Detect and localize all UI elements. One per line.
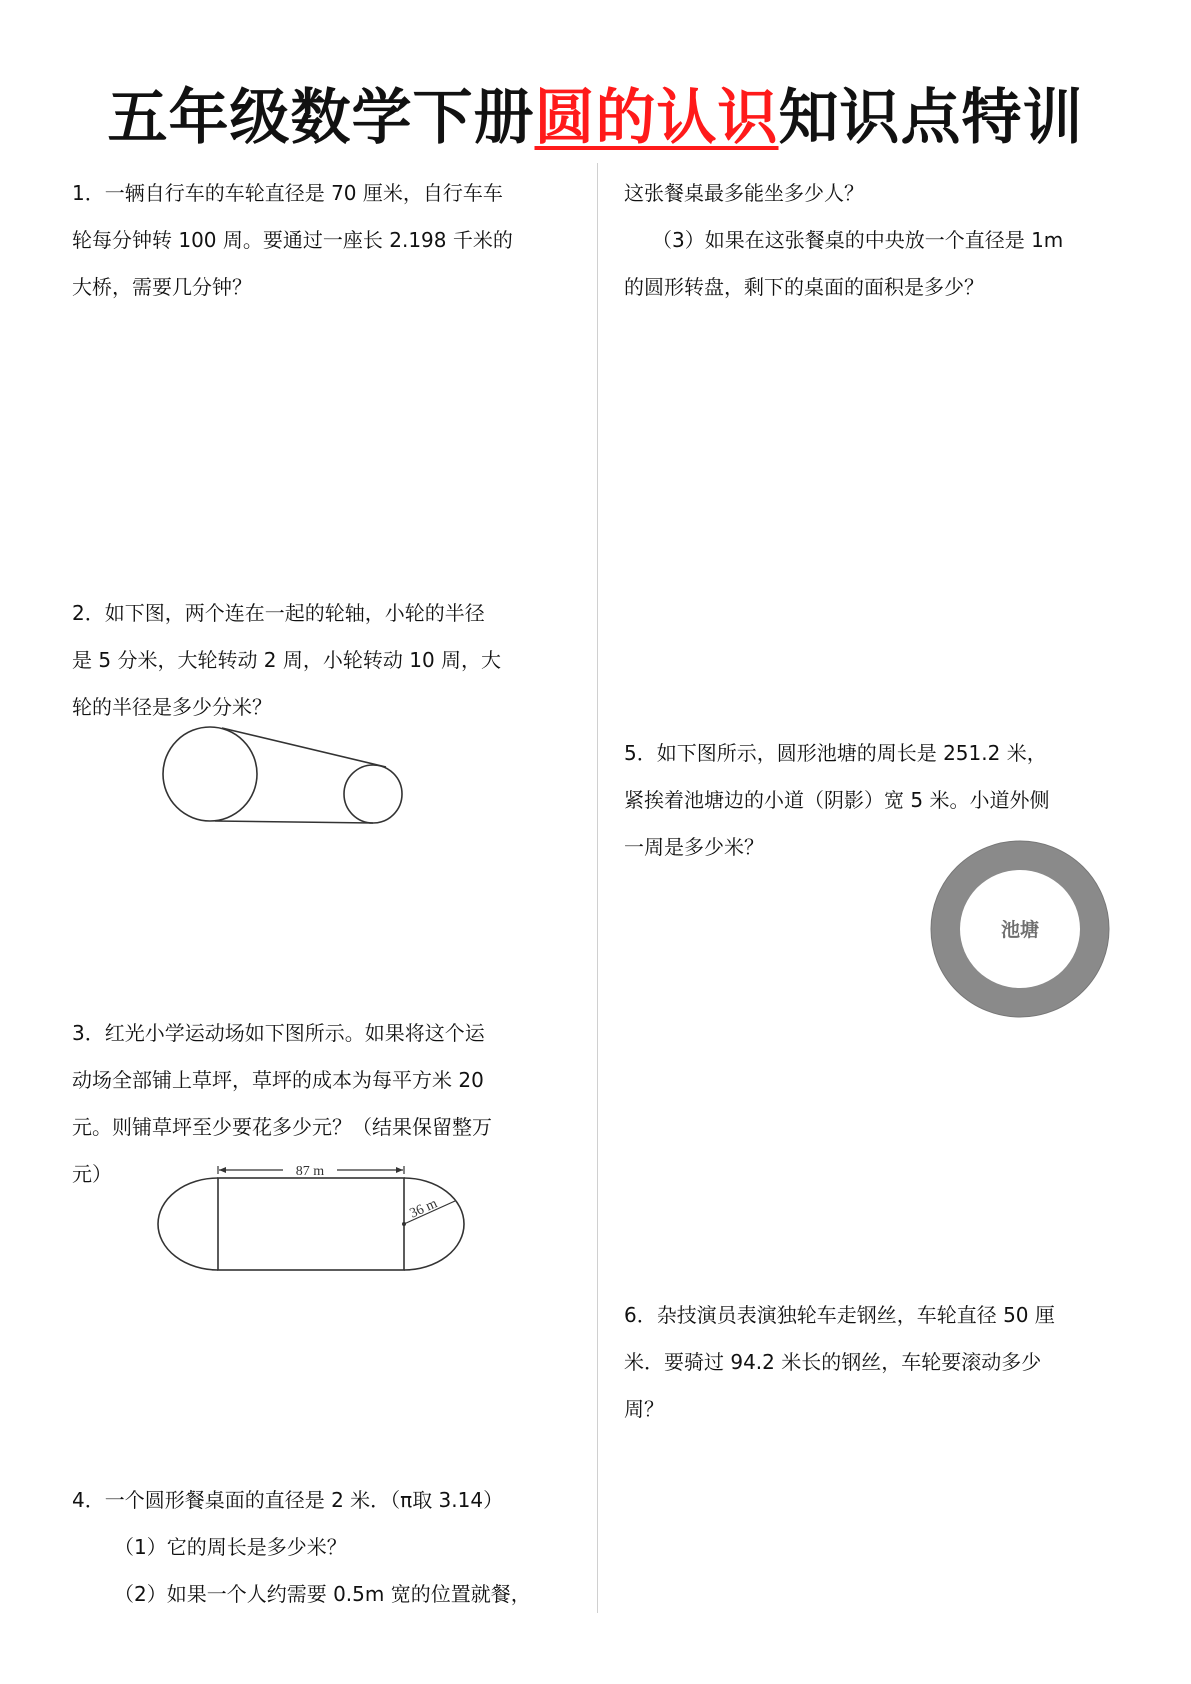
title-suffix: 知识点特训 — [778, 83, 1084, 153]
question-5-line: 紧挨着池塘边的小道（阴影）宽 5 米。小道外侧 — [624, 788, 1050, 812]
question-2-line: 是 5 分米，大轮转动 2 周，小轮转动 10 周，大 — [72, 648, 502, 672]
question-4-line: 这张餐桌最多能坐多少人？ — [624, 181, 864, 205]
sports-field-figure — [155, 1160, 475, 1285]
question-3-line: 动场全部铺上草坪，草坪的成本为每平方米 20 — [72, 1068, 484, 1092]
question-1-line: 1．一辆自行车的车轮直径是 70 厘米，自行车车 — [72, 181, 503, 205]
question-3-line: 元） — [72, 1162, 112, 1186]
question-4-line: 的圆形转盘，剩下的桌面的面积是多少？ — [624, 275, 984, 299]
question-6-line: 周？ — [624, 1397, 664, 1421]
question-5-line: 一周是多少米？ — [624, 835, 764, 859]
question-4-subquestion: （3）如果在这张餐桌的中央放一个直径是 1m — [652, 228, 1064, 252]
question-4-subquestion: （2）如果一个人约需要 0.5m 宽的位置就餐， — [114, 1582, 531, 1606]
question-2-line: 2．如下图，两个连在一起的轮轴，小轮的半径 — [72, 601, 485, 625]
question-1-line: 大桥，需要几分钟？ — [72, 275, 252, 299]
question-3-line: 3．红光小学运动场如下图所示。如果将这个运 — [72, 1021, 485, 1045]
question-4-subquestion: （1）它的周长是多少米？ — [114, 1535, 347, 1559]
page-title — [0, 78, 1191, 158]
question-1-line: 轮每分钟转 100 周。要通过一座长 2.198 千米的 — [72, 228, 513, 252]
question-6-line: 米．要骑过 94.2 米长的钢丝，车轮要滚动多少 — [624, 1350, 1042, 1374]
question-6-line: 6．杂技演员表演独轮车走钢丝，车轮直径 50 厘 — [624, 1303, 1055, 1327]
question-5-line: 5．如下图所示，圆形池塘的周长是 251.2 米， — [624, 741, 1047, 765]
radius-label: 36 m — [407, 1196, 440, 1222]
pond-figure — [925, 838, 1115, 1020]
pond-label: 池塘 — [1000, 919, 1040, 941]
length-label: 87 m — [295, 1164, 325, 1179]
question-4-line: 4．一个圆形餐桌面的直径是 2 米．（π取 3.14） — [72, 1488, 504, 1512]
title-highlight: 圆的认识 — [534, 83, 779, 153]
column-divider — [597, 163, 598, 1613]
question-3-line: 元。则铺草坪至少要花多少元？（结果保留整万 — [72, 1115, 492, 1139]
question-2-line: 轮的半径是多少分米？ — [72, 695, 272, 719]
title-prefix: 五年级数学下册 — [107, 83, 535, 153]
belt-pulley-figure — [160, 722, 420, 828]
